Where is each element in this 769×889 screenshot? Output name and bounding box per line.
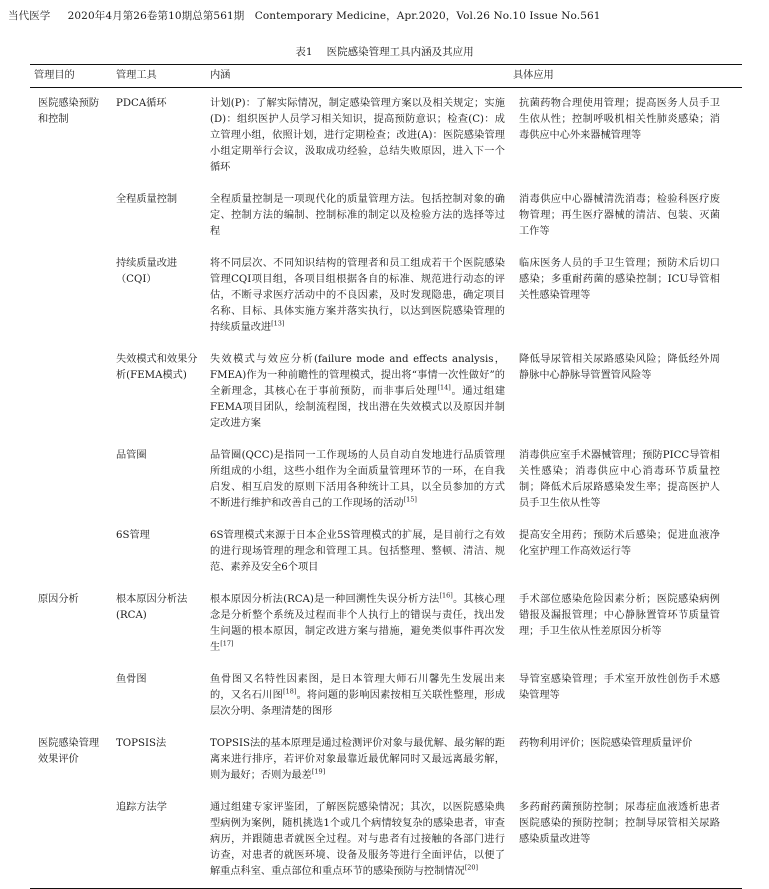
cell-purpose-text: 医院感染预防和控制 <box>38 98 100 125</box>
cell-application-text: 临床医务人员的手卫生管理；预防术后切口感染；多重耐药菌的感染控制；ICU导管相关性感染管理等 <box>519 258 720 301</box>
cell-tool <box>112 440 206 520</box>
cell-application-text: 抗菌药物合理使用管理；提高医务人员手卫生依从性；控制呼吸机相关性肺炎感染；消毒供应中心外来器械管理等 <box>519 98 720 141</box>
cell-tool-wrap <box>116 792 202 824</box>
cell-application <box>509 584 742 664</box>
cell-content-text: 通过组建专家评鉴团，了解医院感染情况；其次，以医院感染典型病例为案例，随机挑选1个或几个病情较复杂的感染患者，审查病历，并跟随患者就医全过程。对与患者有过接触的各部门进行访查，对患者的就医环境、设备及服务等进行全面评估，以便了解重点科室、重点部位和重点环节的感染预防与控制情况 <box>210 802 505 877</box>
cell-tool-wrap <box>116 344 202 392</box>
cell-application <box>509 88 742 185</box>
cell-application <box>509 248 742 344</box>
cell-purpose-wrap <box>38 440 108 456</box>
cell-content-text: 6S管理模式来源于日本企业5S管理模式的扩展，是目前行之有效的进行现场管理的理念和管理工具。包括整理、整顿、清洁、规范、素养及安全6个项目 <box>210 530 505 573</box>
cell-purpose-wrap <box>38 248 108 264</box>
cell-purpose <box>30 584 112 664</box>
cell-content-wrap <box>210 184 505 248</box>
cell-content-wrap <box>210 664 505 728</box>
cell-content-wrap <box>210 728 505 792</box>
header-row <box>30 65 742 88</box>
citation-ref: [16] <box>439 591 453 600</box>
cell-application-wrap <box>519 344 720 392</box>
cell-application <box>509 440 742 520</box>
table-row <box>30 520 742 584</box>
cell-tool-text: 持续质量改进（CQI） <box>116 258 178 285</box>
cell-tool-text: PDCA循环 <box>116 98 167 109</box>
cell-purpose <box>30 88 112 185</box>
cell-tool-text: TOPSIS法 <box>116 738 167 749</box>
running-header <box>8 8 761 23</box>
cell-purpose-text: 医院感染管理效果评价 <box>38 738 100 765</box>
cell-application-text: 药物利用评价；医院感染管理质量评价 <box>519 738 693 749</box>
cell-application <box>509 792 742 889</box>
col-application: 具体应用 <box>509 65 742 88</box>
cell-content <box>206 520 509 584</box>
cell-content-text: 品管圈(QCC)是指同一工作现场的人员自动自发地进行品质管理所组成的小组，这些小组作为全面质量管理环节的一环，在自我启发、相互启发的原则下活用各种统计工具，以全员参加的方式不断进行维护和改善自己的工作现场的活动 <box>210 450 505 509</box>
cell-tool-text: 6S管理 <box>116 530 150 541</box>
table-title: 医院感染管理工具内涵及其应用 <box>326 46 474 58</box>
cell-content-text: 计划(P)：了解实际情况，制定感染管理方案以及相关规定；实施(D)：组织医护人员学习相关知识，提高预防意识；检查(C)：成立管理小组，依照计划，进行定期检查；改进(A)：医院感染管理小组定期举行会议，汲取成功经验，总结失败原因，进入下一个循环 <box>210 98 505 173</box>
cell-tool-wrap <box>116 664 202 696</box>
issue-en: Contemporary Medicine，Apr.2020，Vol.26 No.10 Issue No.561 <box>254 10 601 22</box>
cell-content <box>206 184 509 248</box>
cell-purpose <box>30 344 112 440</box>
cell-content-wrap <box>210 792 505 888</box>
cell-application-text: 导管室感染管理；手术室开放性创伤手术感染管理等 <box>519 674 720 701</box>
cell-purpose-wrap <box>38 88 108 136</box>
cell-content-text: 鱼骨图又名特性因素图，是日本管理大师石川馨先生发展出来的，又名石川图[18]。将问题的影响因素按相互关联性整理，形成层次分明、条理清楚的图形 <box>210 674 506 717</box>
cell-content <box>206 792 509 889</box>
cell-application-wrap <box>519 584 720 648</box>
cell-tool <box>112 344 206 440</box>
cell-content-wrap <box>210 584 505 664</box>
cell-application-wrap <box>519 792 720 856</box>
tools-table <box>30 64 742 889</box>
cell-application-wrap <box>519 184 720 248</box>
cell-content-text: 全程质量控制是一项现代化的质量管理方法。包括控制对象的确定、控制方法的编制、控制标准的制定以及检验方法的选择等过程 <box>210 194 505 237</box>
citation-ref: [19] <box>311 767 326 776</box>
cell-purpose <box>30 792 112 889</box>
cell-tool <box>112 792 206 889</box>
cell-tool <box>112 520 206 584</box>
cell-tool <box>112 664 206 728</box>
cell-purpose <box>30 664 112 728</box>
cell-application-text: 手术部位感染危险因素分析；医院感染病例错报及漏报管理；中心静脉置管环节质量管理；手卫生依从性差原因分析等 <box>519 594 720 637</box>
cell-tool-text: 失效模式和效果分析(FEMA模式) <box>116 354 198 381</box>
cell-application-wrap <box>519 520 720 568</box>
cell-tool-wrap <box>116 88 202 120</box>
cell-purpose <box>30 520 112 584</box>
table-row <box>30 728 742 792</box>
col-purpose: 管理目的 <box>30 65 112 88</box>
cell-tool-wrap <box>116 584 202 632</box>
cell-tool <box>112 88 206 185</box>
cell-tool-text: 全程质量控制 <box>116 194 178 205</box>
cell-purpose-wrap <box>38 520 108 536</box>
cell-tool <box>112 584 206 664</box>
cell-application <box>509 664 742 728</box>
cell-content <box>206 88 509 185</box>
cell-purpose-wrap <box>38 792 108 808</box>
cell-purpose <box>30 728 112 792</box>
cell-tool-text: 追踪方法学 <box>116 802 167 813</box>
cell-application-text: 提高安全用药；预防术后感染；促进血液净化室护理工作高效运行等 <box>519 530 720 557</box>
cell-purpose-wrap <box>38 344 108 360</box>
citation-ref: [17] <box>220 639 234 648</box>
table-row <box>30 184 742 248</box>
col-tool: 管理工具 <box>112 65 206 88</box>
cell-tool-text: 根本原因分析法(RCA) <box>116 594 188 621</box>
col-content: 内涵 <box>206 65 509 88</box>
table-header <box>30 65 742 88</box>
cell-tool <box>112 248 206 344</box>
cell-application <box>509 344 742 440</box>
table-row <box>30 792 742 889</box>
cell-content <box>206 248 509 344</box>
cell-application-wrap <box>519 88 720 152</box>
cell-application-text: 降低导尿管相关尿路感染风险；降低经外周静脉中心静脉导管置管风险等 <box>519 354 720 381</box>
cell-content-text: TOPSIS法的基本原理是通过检测评价对象与最优解、最劣解的距离来进行排序，若评价对象最靠近最优解同时又最远离最劣解，则为最好；否则为最差 <box>210 738 505 781</box>
citation-ref: [18] <box>283 687 297 696</box>
cell-application-wrap <box>519 440 720 520</box>
cell-tool-wrap <box>116 248 202 296</box>
cell-purpose-wrap <box>38 728 108 776</box>
cell-content-wrap <box>210 248 505 344</box>
cell-content-text: 根本原因分析法(RCA)是一种回溯性失误分析方法[16]。其核心理念是分析整个系统及过程而非个人执行上的错误与责任，找出发生问题的根本原因，制定改进方案与措施，避免类似事件再次发生 <box>210 591 505 653</box>
cell-purpose-wrap <box>38 664 108 680</box>
cell-application <box>509 184 742 248</box>
cell-content <box>206 664 509 728</box>
cell-tool <box>112 184 206 248</box>
citation-ref: [14] <box>437 383 451 392</box>
cell-content-text: 失效模式与效应分析(failure mode and effects analysis，FMEA)作为一种前瞻性的管理模式，提出将“事情一次性做好”的全新理念，其核心在于事前预防，而非事后处理[14]。通过组建FEMA项目团队，绘制流程图，找出潜在失效模式以及原因并制定改进方案 <box>210 354 506 429</box>
journal-name: 当代医学 <box>8 10 51 22</box>
table-row <box>30 440 742 520</box>
cell-tool <box>112 728 206 792</box>
cell-application-wrap <box>519 728 720 760</box>
cell-content <box>206 344 509 440</box>
cell-purpose <box>30 248 112 344</box>
table-row <box>30 584 742 664</box>
cell-content <box>206 584 509 664</box>
cell-tool-text: 品管圈 <box>116 450 147 461</box>
cell-purpose <box>30 440 112 520</box>
table-row <box>30 344 742 440</box>
cell-application <box>509 520 742 584</box>
cell-content <box>206 440 509 520</box>
cell-content-text: 将不同层次、不同知识结构的管理者和员工组成若干个医院感染管理CQI项目组，各项目组根据各自的标准、规范进行动态的评估，不断寻求医疗活动中的不良因素，及时发现隐患，确定项目名称、目标、具体实施方案并落实执行，以达到医院感染管理的持续质量改进 <box>210 258 505 333</box>
cell-application-wrap <box>519 248 720 312</box>
cell-purpose-text: 原因分析 <box>38 594 79 605</box>
cell-application-wrap <box>519 664 720 712</box>
citation-ref: [13] <box>271 319 285 328</box>
table-number: 表1 <box>295 46 313 58</box>
table-caption <box>0 44 769 59</box>
cell-application-text: 多药耐药菌预防控制；尿毒症血液透析患者医院感染的预防控制；控制导尿管相关尿路感染质量改进等 <box>519 802 720 845</box>
table-row <box>30 664 742 728</box>
cell-application-text: 消毒供应中心器械清洗消毒；检验科医疗废物管理；再生医疗器械的清洁、包装、灭菌工作等 <box>519 194 720 237</box>
citation-ref: [15] <box>403 495 417 504</box>
cell-tool-wrap <box>116 440 202 472</box>
cell-application-text: 消毒供应室手术器械管理；预防PICC导管相关性感染；消毒供应中心消毒环节质量控制；降低术后尿路感染发生率；提高医护人员手卫生依从性等 <box>519 450 720 509</box>
issue-cn: 2020年4月第26卷第10期总第561期 <box>67 10 245 22</box>
cell-tool-wrap <box>116 184 202 216</box>
cell-application <box>509 728 742 792</box>
citation-ref: [20] <box>464 863 479 872</box>
cell-content-wrap <box>210 88 505 184</box>
cell-content-wrap <box>210 344 505 440</box>
table-row <box>30 248 742 344</box>
cell-content-wrap <box>210 440 505 520</box>
cell-purpose <box>30 184 112 248</box>
cell-tool-wrap <box>116 520 202 552</box>
cell-tool-wrap <box>116 728 202 760</box>
cell-purpose-wrap <box>38 584 108 616</box>
table-row <box>30 88 742 185</box>
table-body <box>30 88 742 889</box>
cell-purpose-wrap <box>38 184 108 200</box>
cell-content <box>206 728 509 792</box>
cell-tool-text: 鱼骨图 <box>116 674 147 685</box>
cell-content-wrap <box>210 520 505 584</box>
